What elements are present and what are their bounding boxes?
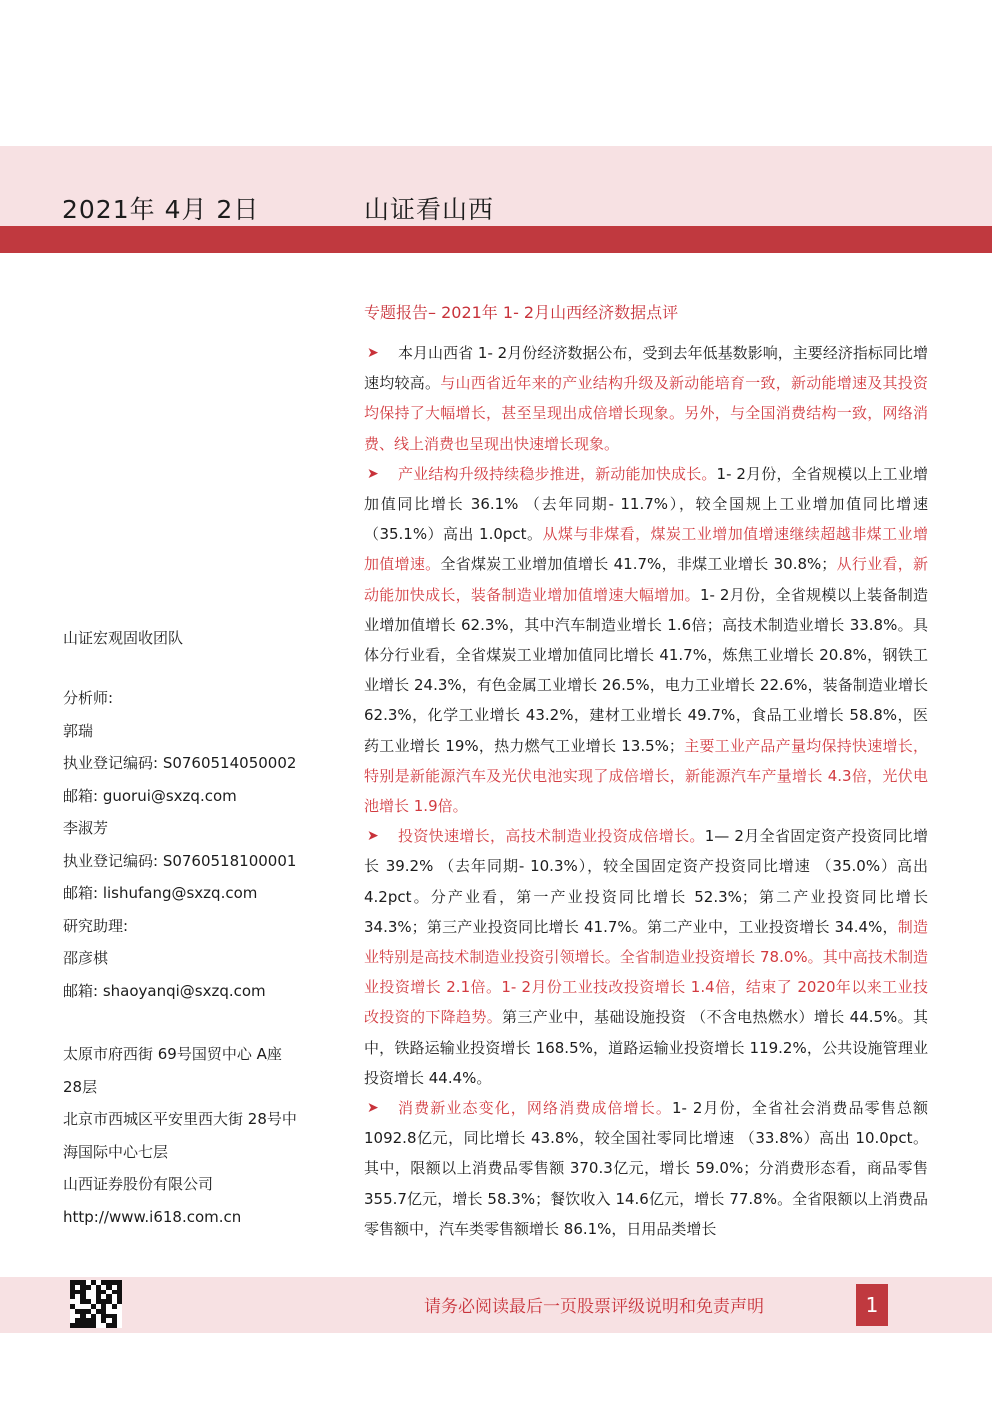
report-title: 专题报告– 2021年 1- 2月山西经济数据点评 <box>364 303 679 322</box>
paragraph-industry <box>364 459 928 821</box>
address-block <box>63 1038 353 1233</box>
analyst2-email[interactable]: 邮箱: lishufang@sxzq.com <box>63 884 258 902</box>
address2-line2: 海国际中心七层 <box>63 1142 169 1161</box>
industry-text-3: 1- 2月份，全省规模以上装备制造业增加值增长 62.3%，其中汽车制造业增长 1.6倍；高技术制造业增长 33.8%。具体分行业看，全省煤炭工业增加值同比增长 41.7%，炼焦工业增长 20.8%，钢铁工业增长 24.3%，有色金属工业增长 26.5%，电力工业增长 22.6%，装备制造业增长 62.3%，化学工业增长 43.2%，建材工业增长 49.7%，食品工业增长 58.8%，医药工业增长 19%，热力燃气工业增长 13.5%； <box>364 585 928 755</box>
analyst1-name: 郭瑞 <box>63 721 94 740</box>
investment-text-1: 1— 2月全省固定资产投资同比增长 39.2% （去年同期- 10.3%），较全国固定资产投资同比增速 （35.0%）高出 4.2pct。分产业看，第一产业投资同比增长 52.3%；第二产业投资同比增长 34.3%；第三产业投资同比增长 41.7%。第二产业中，工业投资增长 34.4%， <box>364 827 928 936</box>
column-title: 山证看山西 <box>364 195 495 224</box>
analyst2-name: 李淑芳 <box>63 819 109 837</box>
page-number: 1 <box>856 1284 888 1326</box>
qr-code-icon <box>70 1280 122 1328</box>
team-name: 山证宏观固收团队 <box>63 629 184 647</box>
paragraph-investment <box>364 821 928 1093</box>
industry-highlight-2: 从行业看，新动能加快成长，装备制造业增加值增速大幅增加。 <box>364 555 928 604</box>
address1-line1: 太原市府西街 69号国贸中心 A座 <box>63 1045 282 1063</box>
analyst-block <box>63 682 353 1007</box>
analyst-label: 分析师: <box>63 689 114 707</box>
industry-text-1: 1- 2月份，全省规模以上工业增加值同比增长 36.1% （去年同期- 11.7%），较全国规上工业增加值同比增速 （35.1%）高出 1.0pct。 <box>364 464 928 544</box>
industry-highlight-3: 主要工业产品产量均保持快速增长，特别是新能源汽车及光伏电池实现了成倍增长，新能源汽车产量增长 4.3倍，光伏电池增长 1.9倍。 <box>364 736 928 816</box>
investment-highlight: 制造业特别是高技术制造业投资引领增长。全省制造业投资增长 78.0%。其中高技术制造业投资增长 2.1倍。1- 2月份工业技改投资增长 1.4倍，结束了 2020年以来工业技改投资的下降趋势。 <box>364 917 928 1027</box>
paragraph-consumption <box>364 1093 928 1244</box>
consumption-text: 1- 2月份，全省社会消费品零售总额 1092.8亿元，同比增长 43.8%，较全国社零同比增速 （33.8%）高出 10.0pct。其中，限额以上消费品零售额 370.3亿元，增长 59.0%；分消费形态看，商品零售 355.7亿元，增长 58.3%；餐饮收入 14.6亿元，增长 77.8%。全省限额以上消费品零售额中，汽车类零售额增长 86.1%，日用品类增长 <box>364 1099 928 1238</box>
assistant-label: 研究助理: <box>63 916 129 935</box>
header-red-bar <box>0 226 992 253</box>
address1-line2: 28层 <box>63 1077 98 1096</box>
red-arrow-bullet-icon: ➤ <box>367 465 379 482</box>
report-date: 2021年 4月 2日 <box>62 195 260 224</box>
investment-text-2: 第三产业中，基础设施投资 （不含电热燃水）增长 44.5%。其中，铁路运输业投资增长 168.5%，道路运输业投资增长 119.2%，公共设施管理业投资增长 44.4%。 <box>364 1008 928 1087</box>
analyst2-cert: 执业登记编码: S0760518100001 <box>63 851 297 870</box>
company-website[interactable]: http://www.i618.com.cn <box>63 1207 242 1226</box>
industry-highlight-1: 从煤与非煤看，煤炭工业增加值增速继续超越非煤工业增加值增速。 <box>364 525 928 574</box>
industry-text-2: 全省煤炭工业增加值增长 41.7%，非煤工业增长 30.8%； <box>440 555 837 574</box>
overview-text: 本月山西省 1- 2月份经济数据公布，受到去年低基数影响，主要经济指标同比增速均较高。 <box>364 344 928 393</box>
analyst1-cert: 执业登记编码: S0760514050002 <box>63 754 297 772</box>
investment-heading: 投资快速增长，高技术制造业投资成倍增长。 <box>398 827 705 846</box>
red-arrow-bullet-icon: ➤ <box>367 828 379 845</box>
assistant-email[interactable]: 邮箱: shaoyanqi@sxzq.com <box>63 981 266 1000</box>
company-name: 山西证券股份有限公司 <box>63 1175 214 1193</box>
assistant-name: 邵彦棋 <box>63 949 109 967</box>
team-block <box>63 622 353 655</box>
disclaimer: 请务必阅读最后一页股票评级说明和免责声明 <box>424 1297 764 1317</box>
report-body <box>364 338 928 1244</box>
industry-heading: 产业结构升级持续稳步推进，新动能加快成长。 <box>398 464 717 483</box>
address2-line1: 北京市西城区平安里西大街 28号中 <box>63 1110 297 1128</box>
paragraph-overview <box>364 338 928 459</box>
red-arrow-bullet-icon: ➤ <box>367 1100 379 1117</box>
analyst1-email[interactable]: 邮箱: guorui@sxzq.com <box>63 786 237 805</box>
red-arrow-bullet-icon: ➤ <box>367 345 379 361</box>
overview-highlight: 与山西省近年来的产业结构升级及新动能培育一致，新动能增速及其投资均保持了大幅增长，甚至呈现出成倍增长现象。另外，与全国消费结构一致，网络消费、线上消费也呈现出快速增长现象。 <box>364 374 928 453</box>
consumption-heading: 消费新业态变化，网络消费成倍增长。 <box>398 1099 672 1118</box>
